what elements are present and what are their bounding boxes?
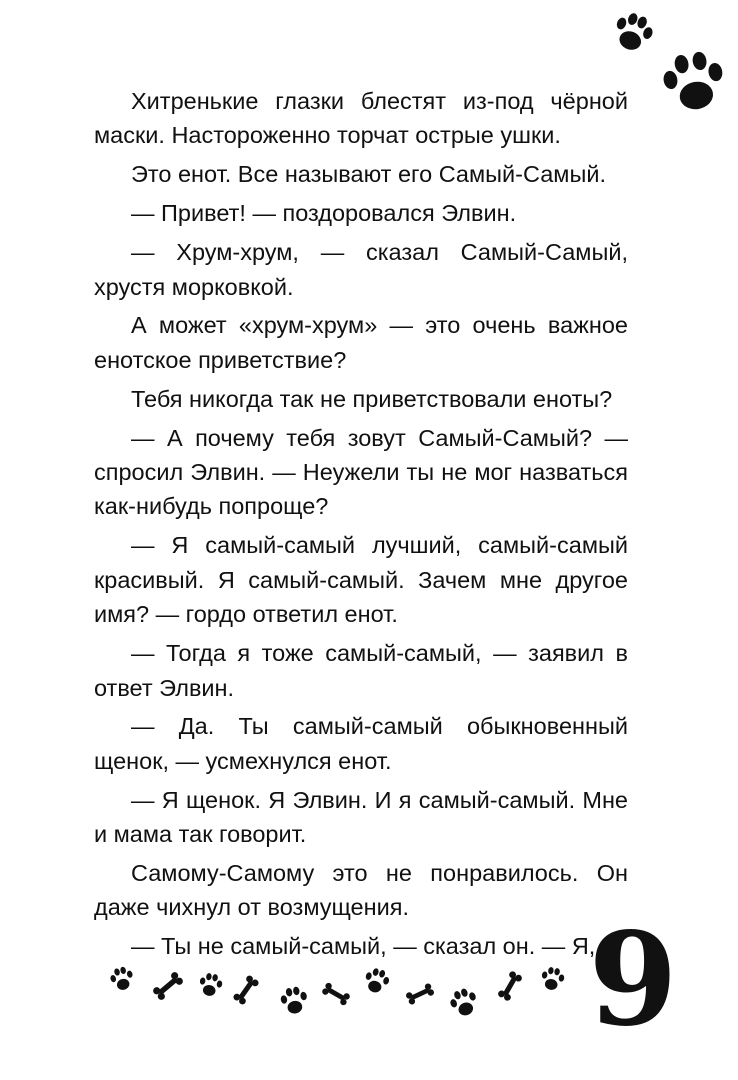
paw-print-icon xyxy=(108,965,136,993)
paw-print-icon xyxy=(362,966,391,995)
paragraph: А может «хрум-хрум» — это очень важное енотское приветствие? xyxy=(94,312,628,373)
paragraph: Это енот. Все называют его Самый-Самый. xyxy=(131,161,607,188)
bone-icon xyxy=(405,982,435,1005)
paragraph: Тебя никогда так не приветствовали еноты? xyxy=(131,385,613,412)
paragraph: — Тогда я тоже самый-самый, — заявил в ответ Элвин. xyxy=(94,640,628,701)
story-text xyxy=(94,84,628,968)
bone-icon xyxy=(232,974,260,1005)
paw-print-icon xyxy=(447,986,481,1020)
bone-icon xyxy=(152,971,185,1002)
paragraph: — Я самый-самый лучший, самый-самый красивый. Я самый-самый. Зачем мне другое имя? — гордо ответил енот. xyxy=(94,532,628,628)
bone-icon xyxy=(321,982,351,1007)
paw-print-icon xyxy=(608,8,658,58)
paw-print-icon xyxy=(540,966,566,992)
bone-icon xyxy=(497,970,523,1002)
paragraph: — Я щенок. Я Элвин. И я самый-самый. Мне и мама так говорит. xyxy=(94,786,628,848)
paragraph: Хитренькие глазки блестят из-под чёрной маски. Настороженно торчат острые ушки. xyxy=(94,88,628,149)
paw-print-icon xyxy=(198,972,224,998)
paragraph: — А почему тебя зовут Самый-Самый? — спросил Элвин. — Неужели ты не мог назваться как-нибудь попроще? xyxy=(94,424,628,520)
paragraph: — Привет! — поздоровался Элвин. xyxy=(131,200,517,227)
page-number: 9 xyxy=(588,905,678,1055)
paragraph: Самому-Самому это не понравилось. Он даже чихнул от возмущения. xyxy=(94,860,628,921)
paragraph: — Хрум-хрум, — сказал Самый-Самый, хрустя морковкой. xyxy=(94,239,628,300)
paragraph: — Ты не самый-самый, — сказал он. — Я, xyxy=(131,933,596,960)
paw-and-bone-border xyxy=(108,958,588,1028)
paw-print-icon xyxy=(279,985,309,1015)
paw-print-icon xyxy=(656,44,732,120)
paragraph: — Да. Ты самый-самый обыкновенный щенок, — усмехнулся енот. xyxy=(94,713,628,774)
